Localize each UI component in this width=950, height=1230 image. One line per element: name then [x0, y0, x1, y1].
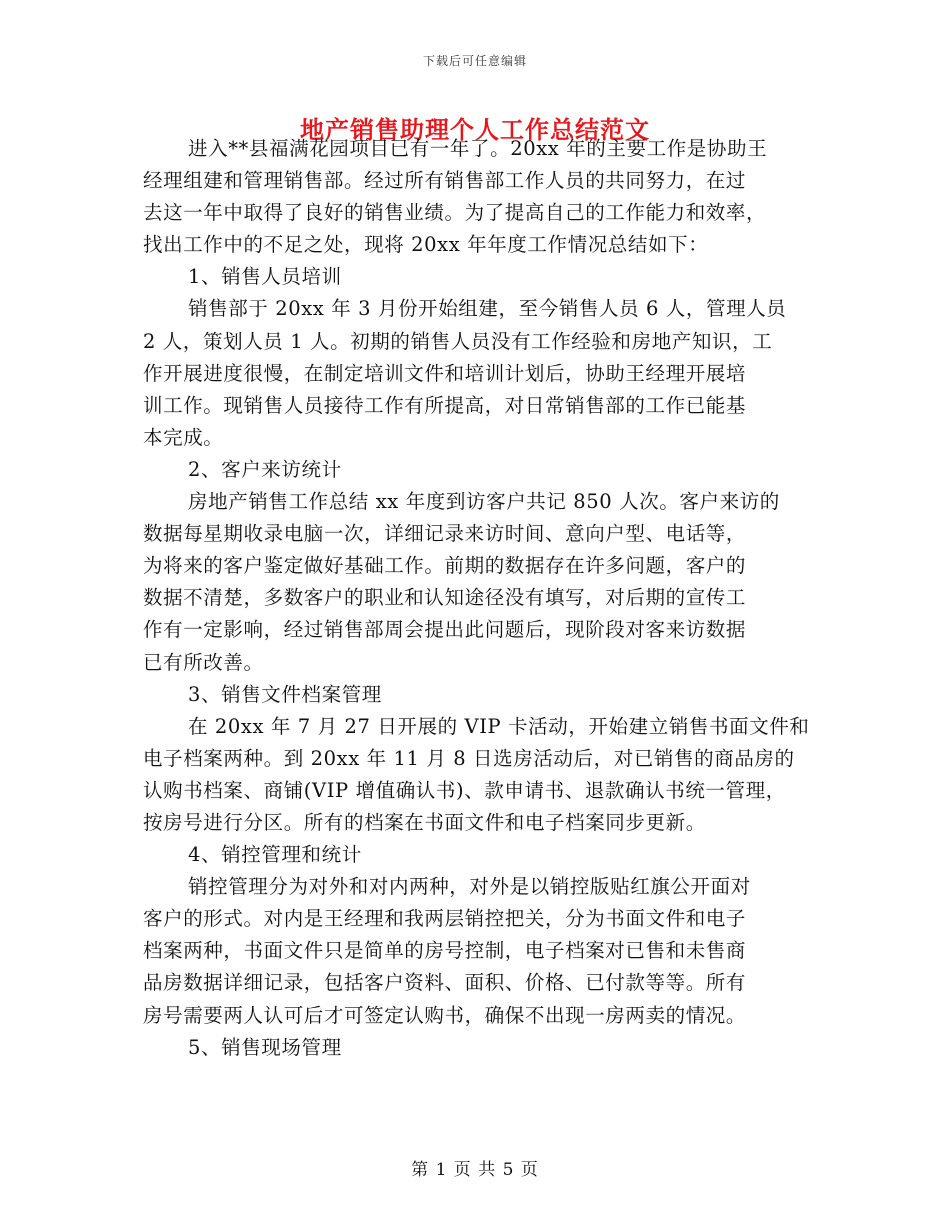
paragraph-line: 作有一定影响，经过销售部周会提出此问题后，现阶段对客来访数据: [143, 618, 747, 642]
paragraph-line: 电子档案两种。到 20xx 年 11 月 8 日选房活动后，对已销售的商品房的: [143, 746, 795, 770]
paragraph-line: 客户的形式。对内是王经理和我两层销控把关，分为书面文件和电子: [143, 907, 747, 931]
paragraph-line: 档案两种，书面文件只是简单的房号控制，电子档案对已售和未售商: [143, 939, 747, 963]
paragraph-line: 按房号进行分区。所有的档案在书面文件和电子档案同步更新。: [143, 810, 706, 834]
paragraph-line: 在 20xx 年 7 月 27 日开展的 VIP 卡活动，开始建立销售书面文件和: [188, 714, 810, 738]
paragraph-line: 已有所改善。: [143, 650, 264, 674]
section-heading: 3、销售文件档案管理: [188, 682, 382, 706]
paragraph-line: 数据每星期收录电脑一次，详细记录来访时间、意向户型、电话等，: [143, 522, 747, 546]
header-note: 下载后可任意编辑: [422, 54, 527, 68]
document-title: 地产销售助理个人工作总结范文: [300, 115, 650, 144]
section-heading: 4、销控管理和统计: [188, 843, 362, 867]
paragraph-line: 销控管理分为对外和对内两种，对外是以销控版贴红旗公开面对: [188, 875, 751, 899]
paragraph-line: 训工作。现销售人员接待工作有所提高，对日常销售部的工作已能基: [143, 393, 747, 417]
paragraph-line: 房号需要两人认可后才可签定认购书，确保不出现一房两卖的情况。: [143, 1003, 747, 1027]
paragraph-line: 认购书档案、商铺(VIP 增值确认书)、款申请书、退款确认书统一管理，: [143, 778, 786, 802]
paragraph-line: 经理组建和管理销售部。经过所有销售部工作人员的共同努力，在过: [143, 169, 747, 193]
section-heading: 1、销售人员培训: [188, 265, 342, 289]
document-body: [143, 133, 813, 1064]
paragraph-line: 找出工作中的不足之处，现将 20xx 年年度工作情况总结如下：: [143, 233, 709, 257]
section-heading: 2、客户来访统计: [188, 457, 342, 481]
paragraph-line: 本完成。: [143, 425, 224, 449]
paragraph-line: 品房数据详细记录，包括客户资料、面积、价格、已付款等等。所有: [143, 971, 747, 995]
paragraph-line: 数据不清楚，多数客户的职业和认知途径没有填写，对后期的宣传工: [143, 586, 747, 610]
page-footer: 第 1 页 共 5 页: [411, 1160, 539, 1180]
paragraph-line: 销售部于 20xx 年 3 月份开始组建，至今销售人员 6 人，管理人员: [188, 297, 787, 321]
paragraph-line: 为将来的客户鉴定做好基础工作。前期的数据存在许多问题，客户的: [143, 554, 747, 578]
paragraph-line: 房地产销售工作总结 xx 年度到访客户共记 850 人次。客户来访的: [188, 490, 780, 514]
paragraph-line: 2 人，策划人员 1 人。初期的销售人员没有工作经验和房地产知识，工: [143, 329, 773, 353]
section-heading: 5、销售现场管理: [188, 1035, 342, 1059]
paragraph-line: 去这一年中取得了良好的销售业绩。为了提高自己的工作能力和效率，: [143, 201, 767, 225]
paragraph-line: 作开展进度很慢，在制定培训文件和培训计划后，协助王经理开展培: [143, 361, 747, 385]
paragraph-line: 进入**县福满花园项目已有一年了。20xx 年的主要工作是协助王: [188, 137, 768, 160]
